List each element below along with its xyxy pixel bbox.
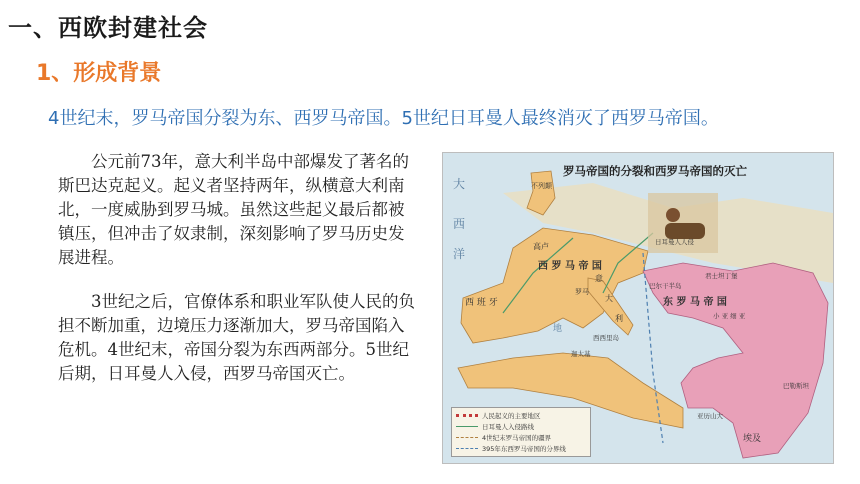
label-east-empire: 东 罗 马 帝 国 bbox=[663, 297, 727, 308]
uprising-symbol bbox=[456, 414, 478, 417]
section-subheading: 1、形成背景 bbox=[36, 61, 162, 86]
paragraph-decline: 3世纪之后，官僚体系和职业军队使人民的负担不断加重，边境压力逐渐加大，罗马帝国陷入危机。4世纪末，帝国分裂为东西两部分。5世纪后期，日耳曼人入侵，西罗马帝国灭亡。 bbox=[58, 292, 415, 383]
label-constantinople: 君士坦丁堡 bbox=[705, 272, 738, 280]
label-germanic-invasion: 日耳曼人人侵 bbox=[655, 238, 694, 246]
label-sicily: 西西里岛 bbox=[593, 334, 619, 342]
label-ocean-2: 西 bbox=[453, 217, 466, 231]
label-italy-3: 利 bbox=[615, 314, 623, 323]
label-rome: 罗马 bbox=[575, 288, 589, 296]
label-ocean-3: 洋 bbox=[453, 247, 466, 261]
rider-head bbox=[666, 208, 680, 222]
label-alexandria: 亚历山大 bbox=[697, 412, 723, 420]
label-ocean-1: 大 bbox=[453, 177, 466, 191]
invasion-symbol bbox=[456, 426, 478, 427]
legend-item-invasion bbox=[456, 421, 586, 432]
label-balkan: 巴尔干半岛 bbox=[649, 282, 682, 290]
map-title: 罗马帝国的分裂和西罗马帝国的灭亡 bbox=[563, 164, 747, 178]
legend-item-uprising bbox=[456, 410, 586, 421]
legend-text-invasion: 日耳曼人入侵路线 bbox=[482, 423, 534, 431]
label-italy-1: 意 bbox=[595, 274, 603, 283]
label-asia-minor: 小 亚 细 亚 bbox=[713, 312, 746, 320]
legend-text-uprising: 人民起义的主要地区 bbox=[482, 412, 541, 420]
label-palestine: 巴勒斯坦 bbox=[783, 382, 809, 390]
division-symbol bbox=[456, 448, 478, 449]
label-italy-2: 大 bbox=[605, 294, 613, 303]
label-gaul: 高卢 bbox=[533, 242, 549, 251]
map-legend bbox=[451, 407, 591, 457]
body-text bbox=[58, 150, 418, 406]
label-mediterranean: 地 bbox=[553, 324, 563, 334]
paragraph-spartacus: 公元前73年，意大利半岛中部爆发了著名的斯巴达克起义。起义者坚持两年，纵横意大利南北，一度威胁到罗马城。虽然这些起义最后都被镇压，但冲击了奴隶制，深刻影响了罗马历史发展进程。 bbox=[58, 152, 409, 267]
historical-map bbox=[442, 152, 834, 464]
legend-item-division bbox=[456, 443, 586, 454]
legend-item-boundary bbox=[456, 432, 586, 443]
legend-text-division: 395年东西罗马帝国的分界线 bbox=[482, 445, 566, 453]
label-carthage: 迦太基 bbox=[571, 350, 591, 358]
boundary-symbol bbox=[456, 437, 478, 438]
legend-text-boundary: 4世纪末罗马帝国的疆界 bbox=[482, 434, 552, 442]
label-spain: 西 班 牙 bbox=[465, 298, 498, 308]
page-heading: 一、西欧封建社会 bbox=[8, 14, 208, 42]
label-egypt: 埃及 bbox=[743, 434, 762, 444]
label-britain: 不列颠 bbox=[531, 182, 552, 190]
label-west-empire: 西 罗 马 帝 国 bbox=[538, 261, 602, 272]
intro-summary: 4世纪末，罗马帝国分裂为东、西罗马帝国。5世纪日耳曼人最终消灭了西罗马帝国。 bbox=[48, 108, 719, 129]
